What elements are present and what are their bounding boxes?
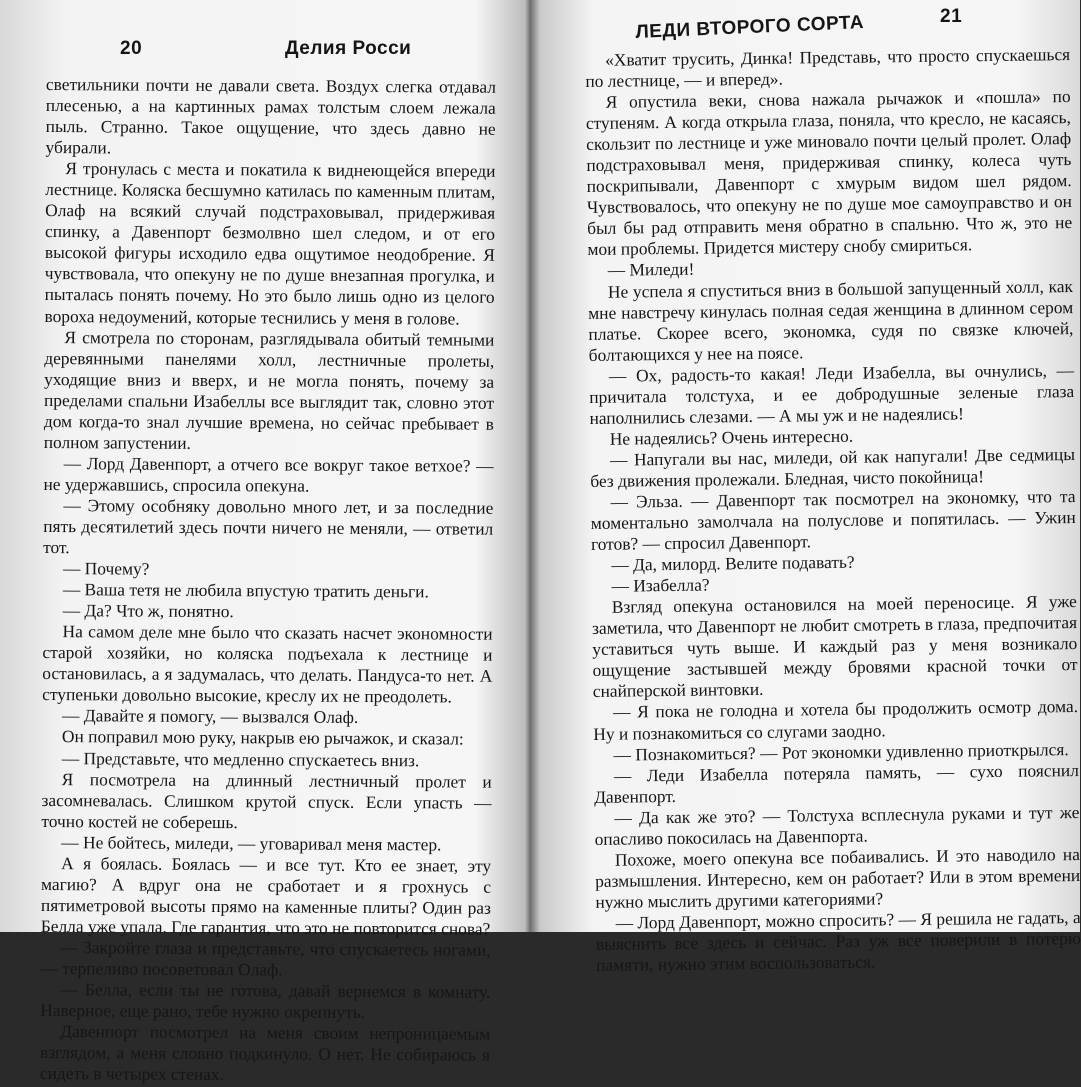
paragraph: Я тронулась с места и покатила к виднеющейся впереди лестнице. Коляска бесшумно катилась по каменным плитам, Олаф на всякий случай подстраховывал, придерживая спинку, а Давенпорт безмолвно шел следом, и от его высокой фигуры исходило едва ощутимое неодобрение. Я чувствовала, что опекуну не по душе внезапная прогулка, и пыталась понять почему. Но это было лишь одно из целого вороха недоумений, которые теснились у меня в голове. — [44, 158, 496, 329]
left-page — [0, 0, 525, 1085]
paragraph: — Ох, радость-то какая! Леди Изабелла, вы очнулись, — причитала толстуха, и ее добродушные зеленые глаза наполнились слезами. — А мы уж и не надеялись! — [589, 359, 1075, 428]
paragraph: — Закройте глаза и представьте, что спускаетесь ногами, — терпеливо посоветовал Олаф. — [40, 937, 491, 980]
paragraph: — Миледи! — [607, 259, 695, 281]
paragraph: — Да? Что ж, понятно. — [62, 600, 234, 622]
paragraph: — Леди Изабелла потеряла память, — сухо пояснил Давенпорт. — [593, 759, 1079, 807]
paragraph: — Познакомиться? — Рот экономки удивленно приоткрылся. — [613, 738, 1069, 765]
paragraph: Давенпорт посмотрел на меня своим непроницаемым взглядом, а меня словно подкинуло. О нет. Не собираюсь я сидеть в четырех стенах. — [39, 1021, 491, 1085]
paragraph: светильники почти не давали света. Воздух слегка отдавал плесенью, а на картинных рамах толстым слоем лежала пыль. Странно. Такое ощущение, что здесь давно не убирали. — [45, 74, 496, 158]
paragraph: — Белла, если ты не готова, давай вернемся в комнату. Наверное, еще рано, тебе нужно окрепнуть. — [40, 979, 491, 1023]
running-head-title: ЛЕДИ ВТОРОГО СОРТА — [635, 12, 865, 43]
paragraph: А я боялась. Боялась — и все тут. Кто ее знает, эту магию? А вдруг она не сработает и я грохнусь с пятиметровой высоты прямо на каменные плиты? Один раз Белла уже упала. Где гарантия, что это не повторится снова? — [40, 852, 492, 939]
right-page-text — [585, 44, 1081, 976]
left-page-text — [40, 74, 496, 1087]
right-page — [535, 0, 1081, 975]
paragraph: — Да, милорд. Велите подавать? — [611, 551, 855, 575]
paragraph: На самом деле мне было что сказать насчет экономности старой хозяйки, но коляска подъехала к лестнице и остановилась, а я задумалась, что делать. Пандуса-то нет. А ступеньки довольно высокие, креслу их не преодолеть. — [42, 621, 493, 707]
paragraph: — Лорд Давенпорт, можно спросить? — Я решила не гадать, а выяснить все здесь и сейчас. Раз уж все поверили в потерю памяти, нужно этим воспользоваться. — [595, 906, 1081, 975]
paragraph: Я смотрела по сторонам, разглядывала обитый темными деревянными панелями холл, лестничные пролеты, уходящие вниз и вверх, и не могла понять, почему за пределами спальни Изабеллы все выглядит так, словно этот дом когда-то знал лучшие времена, но сейчас пребывает в полном запустении. — [43, 326, 495, 453]
paragraph: — Почему? — [62, 558, 150, 579]
paragraph: Я опустила веки, снова нажала рычажок и «пошла» по ступеням. А когда открыла глаза, поняла, что кресло, не касаясь, скользит по лестнице и уже миновало почти целый пролет. Олаф подстраховывал меня, придерживая спинку, колеса чуть поскрипывали, Давенпорт с хмурым видом шел рядом. Чувствовалось, что опекуну не по душе мое самоуправство и он был бы рад отправить меня обратно в спальню. Что ж, это не мои проблемы. Придется мистеру снобу смириться. — [585, 86, 1073, 260]
paragraph: Похоже, моего опекуна все побаивались. И это наводило на размышления. Интересно, кем он работает? Или в этом времени нужно мыслить другими категориями? — [595, 843, 1081, 912]
paragraph: — Да как же это? — Толстуха всплеснула руками и тут же опасливо покосилась на Давенпорта. — [594, 801, 1080, 849]
paragraph: — Этому особняку довольно много лет, и за последние пять десятилетий здесь почти ничего не меняли, — ответил тот. — [43, 495, 494, 558]
paragraph: — Ваша тетя не любила впустую тратить деньги. — [62, 579, 429, 602]
paragraph: — Я пока не голодна и хотела бы продолжить осмотр дома. Ну и познакомиться со слугами заодно. — [593, 696, 1079, 744]
page-number: 21 — [940, 6, 963, 27]
paragraph: — Лорд Давенпорт, а отчего все вокруг такое ветхое? — не удержавшись, спросила опекуна. — [43, 452, 494, 496]
paragraph: — Представьте, что медленно спускаетесь вниз. — [61, 747, 420, 770]
paragraph: Я посмотрела на длинный лестничный пролет и засомневалась. Слишком крутой спуск. Если упасть — точно костей не соберешь. — [41, 768, 492, 832]
paragraph: — Не бойтесь, миледи, — уговаривал меня мастер. — [61, 831, 442, 855]
paragraph: «Хватит трусить, Динка! Представь, что просто спускаешься по лестнице, — и вперед». — [585, 44, 1071, 92]
paragraph: — Давайте я помогу, — вызвался Олаф. — [62, 705, 359, 728]
paragraph: Он поправил мою руку, накрыв ею рычажок, и сказал: — [61, 726, 464, 750]
paragraph: — Эльза. — Давенпорт так посмотрел на экономку, что та моментально замолчала на полуслове и попятилась. — Ужин готов? — спросил Давенпорт. — [590, 486, 1076, 555]
paragraph: — Напугали вы нас, миледи, ой как напугали! Две седмицы без движения пролежали. Бледная, чисто покойница! — [590, 443, 1076, 491]
paragraph: Не успела я спуститься вниз в большой запущенный холл, как мне навстречу кинулась полная седая женщина в длинном сером платье. Скорее всего, экономка, судя по связке ключей, болтающихся у нее на поясе. — [588, 275, 1074, 365]
page-number: 20 — [120, 38, 143, 59]
paragraph: — Изабелла? — [611, 574, 710, 596]
running-head-author: Делия Росси — [285, 38, 412, 59]
paragraph: Взгляд опекуна остановился на моей переносице. Я уже заметила, что Давенпорт не любит смотреть в глаза, предпочитая уставиться чуть выше. И каждый раз у меня возникало ощущение застывшей между бровями красной точки от снайперской винтовки. — [591, 591, 1078, 702]
paragraph: Не надеялись? Очень интересно. — [609, 425, 854, 449]
